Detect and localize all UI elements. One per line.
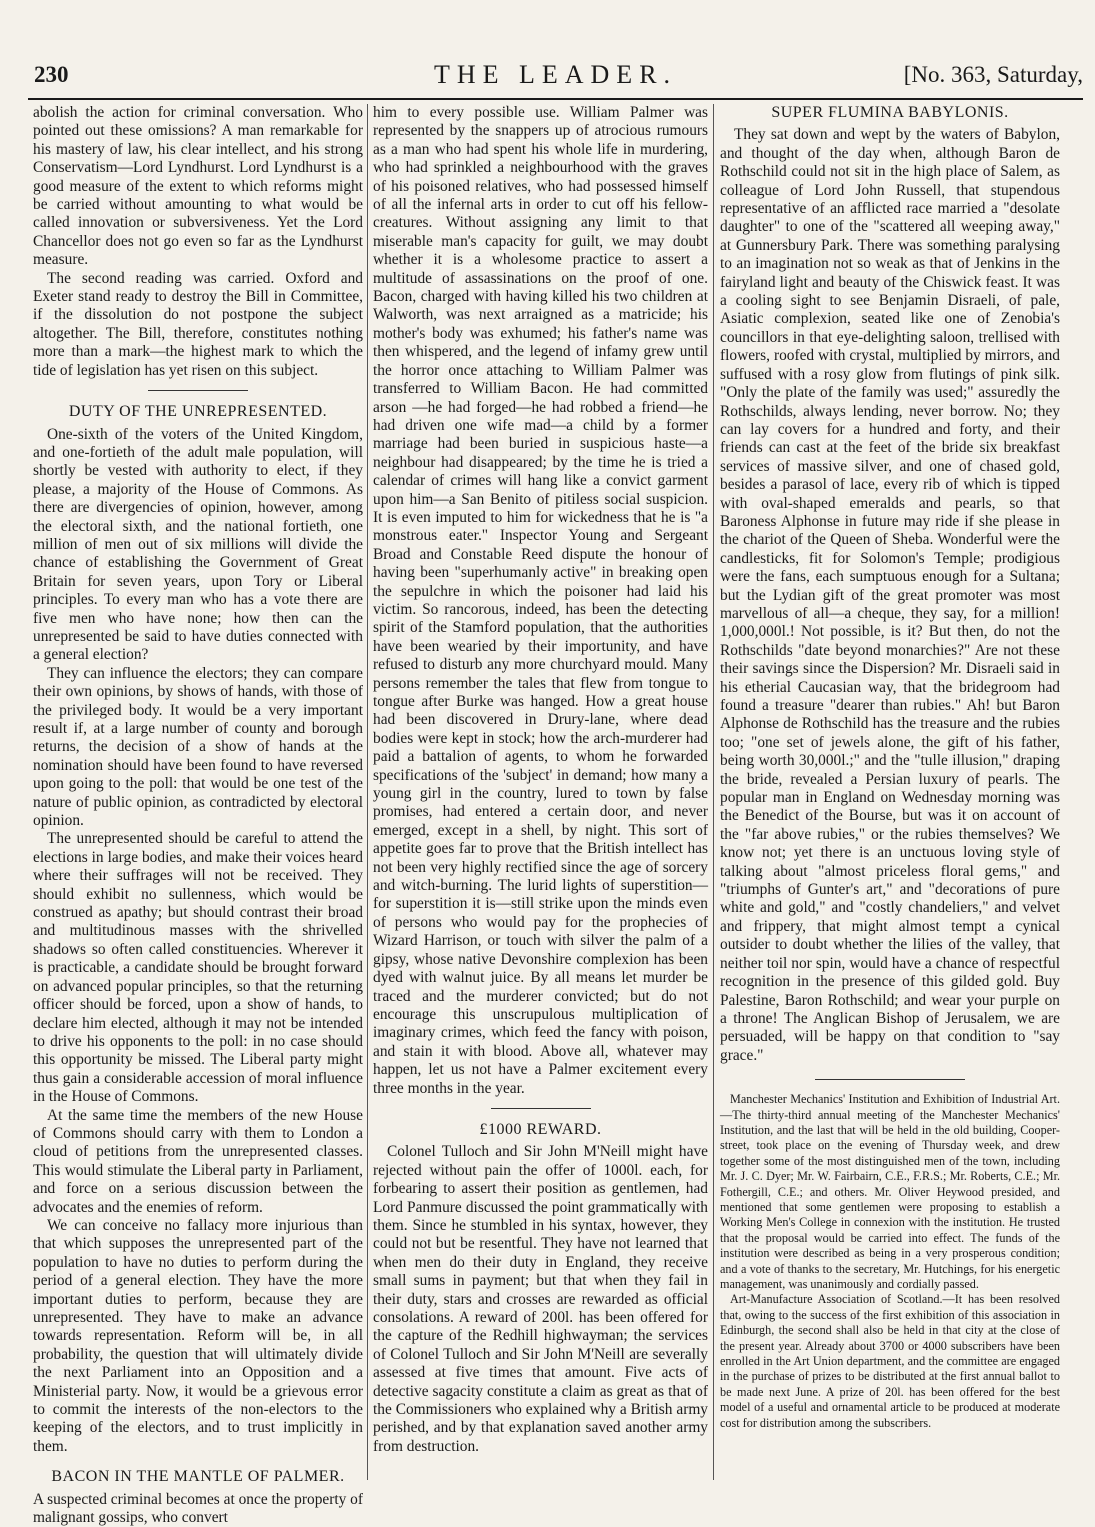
section-heading: DUTY OF THE UNREPRESENTED. xyxy=(68,403,328,421)
section-divider xyxy=(815,1079,965,1080)
section-heading: SUPER FLUMINA BABYLONIS. xyxy=(771,104,1009,121)
column-divider xyxy=(367,104,368,1480)
article-paragraph: A suspected criminal becomes at once the property of malignant gossips, who convert xyxy=(33,1490,363,1527)
masthead: THE LEADER. xyxy=(433,60,678,89)
column-2 xyxy=(373,104,708,1480)
section-divider xyxy=(148,390,248,391)
issue-number: [No. 363, Saturday, xyxy=(903,62,1083,87)
article-paragraph: They sat down and wept by the waters of Babylon, and thought of the day when, although Baron de Rothschild could not sit in the high place of Salem, as colleague of Lord John Russell, that stupendous representative of an afflicted race married a "desolate daughter" to one of the "scattered all weeping away," at Gunnersbury Park. There was something paralysing to an imagination not so weak as that of Jenkins in the fairyland light and beauty of the Chiswick feast. It was a cooling sight to see Benjamin Disraeli, of pale, Asiatic complexion, seated like one of Zenobia's councillors in that eye-delighting saloon, trellised with flowers, roofed with crystal, multiplied by mirrors, and suffused with a rosy glow from flutings of pink silk. "Only the plate of the family was used;" assuredly the Rothschilds, always lending, never borrow. No; they can lay covers for a hundred and forty, and their friends can cast at the feet of the bride six breakfast services of massive silver, and one of chased gold, besides a parasol of lace, every rib of which is tipped with oval-shaped emeralds and pearls, so that Baroness Alphonse in future may ride if she please in the chariot of the Queen of Sheba. Wonderful were the candlesticks, fit for Solomon's Temple; prodigious were the fans, each sumptuous enough for a Sultana; but the Lydian gift of the great promoter was most marvellous of all—a cheque, they say, for a million! 1,000,000l.! Not possible, is it? But then, do not the Rothschilds "date beyond monarchies?" Are not these their savings since the Dispersion? Mr. Disraeli said in his etherial Caucasian way, that the bridegroom had found a treasure "dearer than rubies." Ah! but Baron Alphonse de Rothschild has the treasure and the rubies too; "one set of jewels alone, the gift of his father, being worth 30,000l.;" and the "tulle illusion," draping the bride, revealed a Persian luxury of pearls. The popular man in England on Wednesday morning was the Benedict of the Bourse, but was it on account of the "far above rubies," or the rubies themselves? We know not; yet there is an unctuous loving style of talking about "almost priceless floral gems," and "triumphs of Gunter's art," and "decorations of pure white and gold," and "costly chandeliers," and velvet and frippery, that might almost tempt a cynical outsider to doubt whether the lilies of the valley, that neither toil nor spin, would have a chance of respectful recognition in the presence of this gilded gold. Buy Palestine, Baron Rothschild; and wear your purple on a throne! The Anglican Bishop of Jerusalem, we are persuaded, will be happy on that condition to "say grace." xyxy=(720,126,1060,1064)
article-paragraph: They can influence the electors; they can compare their own opinions, by shows of hands, with those of the privileged body. It would be a very important result if, at a large number of county and borough returns, the decision of a show of hands at the nomination should have been found to have reversed upon going to the poll: that would be one test of the nature of public opinion, as contradicted by electoral opinion. xyxy=(33,664,363,830)
article-paragraph: At the same time the members of the new House of Commons should carry with them to London a cloud of petitions from the unrepresented classes. This would stimulate the Liberal party in Parliament, and force on a serious discussion between the advocates and the enemies of reform. xyxy=(33,1106,363,1216)
article-paragraph: We can conceive no fallacy more injurious than that which supposes the unrepresented part of the population to have no duties to perform during the period of a general election. They have the more important duties to perform, because they are unrepresented. They have to make an advance towards representation. Reform will be, in all probability, the question that will ultimately divide the next Parliament into an Opposition and a Ministerial party. Now, it would be a grievous error to commit the interests of the non-electors to the keeping of the electors, and to trust implicitly in them. xyxy=(33,1216,363,1455)
article-paragraph: One-sixth of the voters of the United Kingdom, and one-fortieth of the adult male population, will shortly be vested with authority to elect, if they please, a majority of the House of Commons. As there are divergencies of opinion, however, among the electoral sixth, and the national fortieth, one million of men out of six millions will divide the chance of establishing the Government of Great Britain for seven years, upon Tory or Liberal principles. To every man who has a vote there are five men who have none; how then can the unrepresented be said to have duties connected with a general election? xyxy=(33,425,363,664)
article-paragraph: abolish the action for criminal conversation. Who pointed out these omissions? A man remarkable for his mastery of law, his clear intellect, and his strong Conservatism—Lord Lyndhurst. Lord Lyndhurst is a good measure of the extent to which reforms might be carried without amounting to what would be called innovation or subversiveness. Yet the Lord Chancellor does not go even so far as the Lyndhurst measure. xyxy=(33,104,363,269)
section-heading: £1000 REWARD. xyxy=(479,1120,602,1138)
article-paragraph: him to every possible use. William Palmer was represented by the snappers up of atrocious rumours as a man who had spent his whole life in murdering, who had sprinkled a neighbourhood with the graves of his poisoned relatives, who had possessed himself of all the infernal arts in order to cut off his fellow-creatures. Without assigning any limit to that miserable man's capacity for guilt, we may doubt whether it is a wholesome practice to assert a multitude of assassinations on the proof of one. Bacon, charged with having killed his two children at Walworth, was next arraigned as a matricide; his mother's body was exhumed; his father's name was then whispered, and the legend of infamy grew until the horror once attaching to William Palmer was transferred to William Bacon. He had committed arson —he had forged—he had robbed a friend—he had driven one wife mad—a child by a former marriage had been buried in suspicious haste—a neighbour had disappeared; by the time he is tried a calendar of crimes will hang like a convict garment upon him—a San Benito of pitiless social suspicion. It is even imputed to him for wickedness that he is "a monstrous eater." Inspector Young and Sergeant Broad and Constable Reed dispute the honour of having been "superhumanly active" in breaking open the sepulchre in which the poisoner had laid his victim. So rancorous, indeed, has been the detecting spirit of the Stamford population, that the authorities have been wearied by their importunity, and have refused to disturb any more churchyard mould. Many persons remember the tales that flew from tongue to tongue after Burke was hanged. How a great house had been discovered in Drury-lane, where dead bodies were kept in stock; how the arch-murderer had paid a battalion of agents, to whom he forwarded specifications of the 'subject' in demand; how many a young girl in the country, lured to town by false promises, had entered a certain door, and never emerged, except in a shell, by night. This sort of appetite goes far to prove that the British intellect has not been very highly rectified since the age of sorcery and witch-burning. The lurid lights of superstition—for superstition it is—still strike upon the minds even of persons who would pay for the prophecies of Wizard Harrison, or touch with silver the palm of a gipsy, whose native Devonshire complexion has been dyed with walnut juice. By all means let murder be traced and the murderer convicted; but do not encourage this unscrupulous multiplication of imaginary crimes, which feed the fancy with poison, and stain it with blood. Above all, whatever may happen, let us not have a Palmer excitement every three months in the year. xyxy=(373,104,708,1097)
article-paragraph: The unrepresented should be careful to attend the elections in large bodies, and make their voices heard where their suffrages will not be received. They should exhibit no sullenness, which would be construed as apathy; but should contrast their broad and multitudinous masses with the shrivelled shadows so often called constituencies. Wherever it is practicable, a candidate should be brought forward on advanced popular principles, so that the returning officer should be forced, upon a show of hands, to declare him elected, although it may not be intended to drive his opponents to the poll: in no case should this opportunity be missed. The Liberal party might thus gain a considerable accession of moral influence in the House of Commons. xyxy=(33,830,363,1106)
section-divider xyxy=(491,1108,591,1109)
section-heading: BACON IN THE MANTLE OF PALMER. xyxy=(51,1468,345,1486)
page-header xyxy=(28,58,1083,100)
news-brief: Art-Manufacture Association of Scotland.—It has been resolved that, owing to the success of the first exhibition of this association in Edinburgh, the second shall also be held in that city at the close of the present year. Already about 3700 or 4000 subscribers have been enrolled in the Art Union department, and the committee are engaged in the purchase of prizes to be distributed at the first annual ballot to be made next June. A prize of 20l. has been offered for the best model of a useful and ornamental article to be produced at moderate cost for distribution among the subscribers. xyxy=(720,1292,1060,1430)
news-briefs xyxy=(720,1092,1060,1431)
column-1 xyxy=(33,104,363,1527)
news-brief: Manchester Mechanics' Institution and Exhibition of Industrial Art.—The thirty-third annual meeting of the Manchester Mechanics' Institution, and the last that will be held in the old building, Cooper-street, took place on the evening of Thursday week, and drew together some of the most distinguished men of the town, including Mr. J. C. Dyer; Mr. W. Fairbairn, C.E., F.R.S.; Mr. Roberts, C.E.; Mr. Fothergill, C.E.; and others. Mr. Oliver Heywood presided, and mentioned that some gentlemen were proposing to establish a Working Men's College in connexion with the institution. He trusted that the proposal would be carried into effect. The funds of the institution were described as being in a very prosperous condition; and a vote of thanks to the secretary, Mr. Hutchings, for his energetic management, was unanimously and cordially passed. xyxy=(720,1092,1060,1291)
column-3 xyxy=(720,104,1060,1480)
column-divider xyxy=(713,104,714,1480)
article-paragraph: The second reading was carried. Oxford and Exeter stand ready to destroy the Bill in Committee, if the dissolution do not postpone the subject altogether. The Bill, therefore, constitutes nothing more than a mark—the highest mark to which the tide of legislation has yet risen on this subject. xyxy=(33,269,363,379)
page-number: 230 xyxy=(34,62,69,87)
article-paragraph: Colonel Tulloch and Sir John M'Neill might have rejected without pain the offer of 1000l. each, for forbearing to assert their position as gentlemen, had Lord Panmure discussed the point grammatically with them. Since he stumbled in his syntax, however, they could not but be resentful. They have not learned that when men do their duty in England, they receive small sums in payment; but that when they fail in their duty, stars and crosses are rewarded as official consolations. A reward of 200l. has been offered for the capture of the Redhill highwayman; the services of Colonel Tulloch and Sir John M'Neill are severally assessed at five times that amount. Five acts of detective sagacity constitute a claim as great as that of the Commissioners who explained why a British army perished, and by that explanation saved another army from destruction. xyxy=(373,1143,708,1455)
